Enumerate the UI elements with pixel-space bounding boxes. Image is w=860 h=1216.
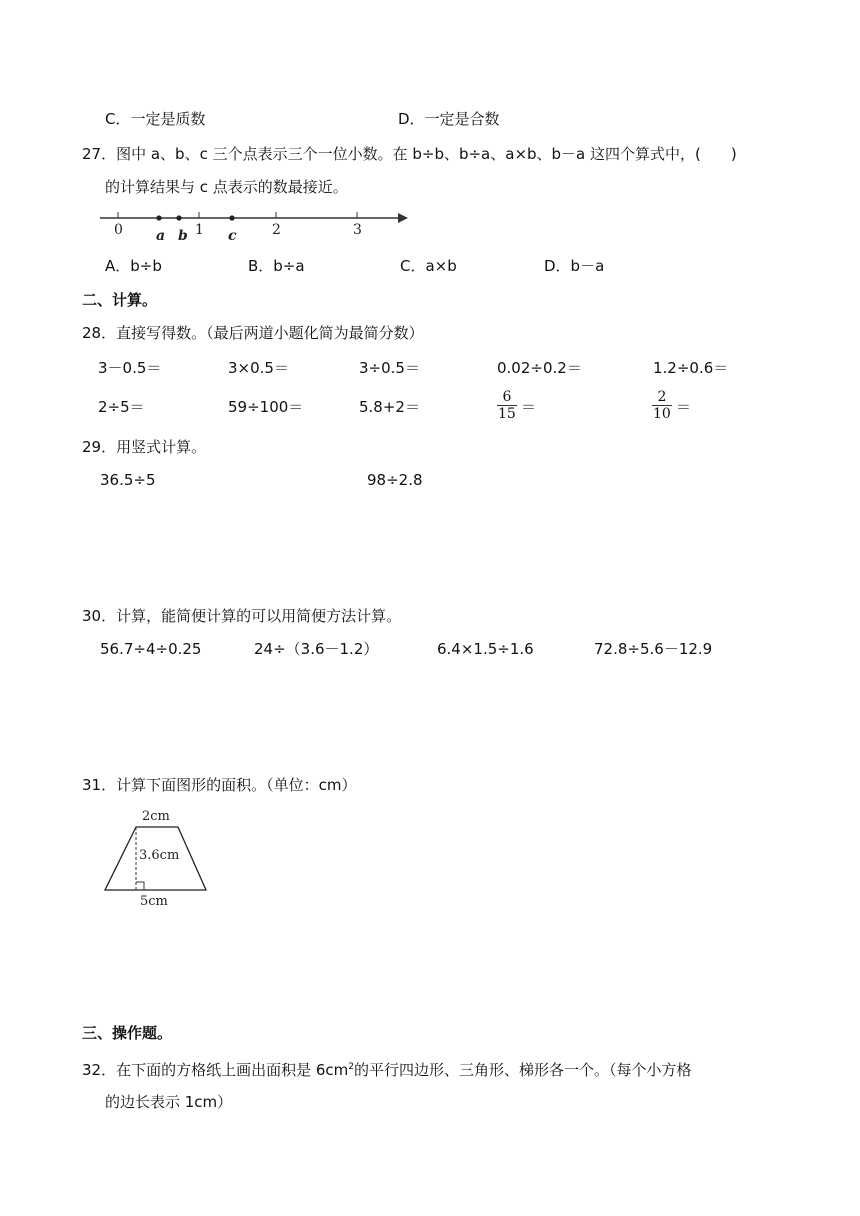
q32-text-part2: 的平行四边形、三角形、梯形各一个。（每个小方格 [354,1061,692,1079]
section-3-heading: 三、操作题。 [82,1024,173,1042]
point-label-b: b [178,228,188,244]
point-label-c: c [228,228,237,244]
q28-fraction-1-equals: ＝ [521,398,537,416]
point-c [229,215,234,220]
right-angle-mark [136,882,144,890]
q29-item: 98÷2.8 [367,471,423,489]
fraction-denominator: 10 [653,406,671,422]
q26-option-c: C．一定是质数 [105,110,206,128]
q28-item: 3÷0.5＝ [359,359,420,377]
q32-text-part1: 32．在下面的方格纸上画出面积是 6cm [82,1061,349,1079]
q27-number-line [98,204,410,246]
q26-option-d: D．一定是合数 [398,110,500,128]
q30-prompt: 30．计算，能简便计算的可以用简便方法计算。 [82,607,402,625]
tick-label-3: 3 [353,222,362,238]
point-label-a: a [156,228,166,244]
q28-item: 0.02÷0.2＝ [497,359,582,377]
point-a [156,215,161,220]
q31-trapezoid-figure [100,806,212,910]
q30-item: 56.7÷4÷0.25 [100,640,202,658]
q28-prompt: 28．直接写得数。（最后两道小题化简为最简分数） [82,324,424,342]
q27-option-a: A．b÷b [105,257,162,275]
q28-fraction-2-equals: ＝ [676,398,692,416]
q27-option-b: B．b÷a [248,257,305,275]
fraction-numerator: 6 [497,389,517,406]
q30-item: 24÷（3.6－1.2） [254,640,379,658]
q32-text-line1 [82,1057,692,1080]
q28-item: 5.8+2＝ [359,398,420,416]
q28-fraction-2 [652,389,672,422]
q28-fraction-1 [497,389,517,422]
q30-item: 72.8÷5.6－12.9 [594,640,713,658]
q28-item: 1.2÷0.6＝ [653,359,729,377]
q27-option-d: D．b－a [544,257,605,275]
section-2-heading: 二、计算。 [82,291,158,309]
superscript-2: 2 [348,1062,354,1072]
q29-prompt: 29．用竖式计算。 [82,438,207,456]
q27-text-line1: 27．图中 a、b、c 三个点表示三个一位小数。在 b÷b、b÷a、a×b、b－a 这四个算式中，( ) [82,145,737,163]
q30-item: 6.4×1.5÷1.6 [437,640,534,658]
q28-item: 59÷100＝ [228,398,304,416]
tick-label-2: 2 [272,222,281,238]
q32-text-line2: 的边长表示 1cm） [105,1093,233,1111]
q27-text-line2: 的计算结果与 c 点表示的数最接近。 [105,178,348,196]
tick-label-0: 0 [114,222,123,238]
bottom-base-label: 5cm [140,894,168,909]
fraction-numerator: 2 [652,389,672,406]
top-base-label: 2cm [142,809,170,824]
q31-prompt: 31．计算下面图形的面积。（单位：cm） [82,776,357,794]
q28-item: 3－0.5＝ [98,359,162,377]
height-label: 3.6cm [139,848,180,863]
q28-item: 2÷5＝ [98,398,145,416]
q28-item: 3×0.5＝ [228,359,289,377]
q27-option-c: C．a×b [400,257,457,275]
number-line-arrow [398,213,408,223]
tick-label-1: 1 [195,222,204,238]
point-b [176,215,181,220]
fraction-denominator: 15 [498,406,516,422]
q29-item: 36.5÷5 [100,471,156,489]
